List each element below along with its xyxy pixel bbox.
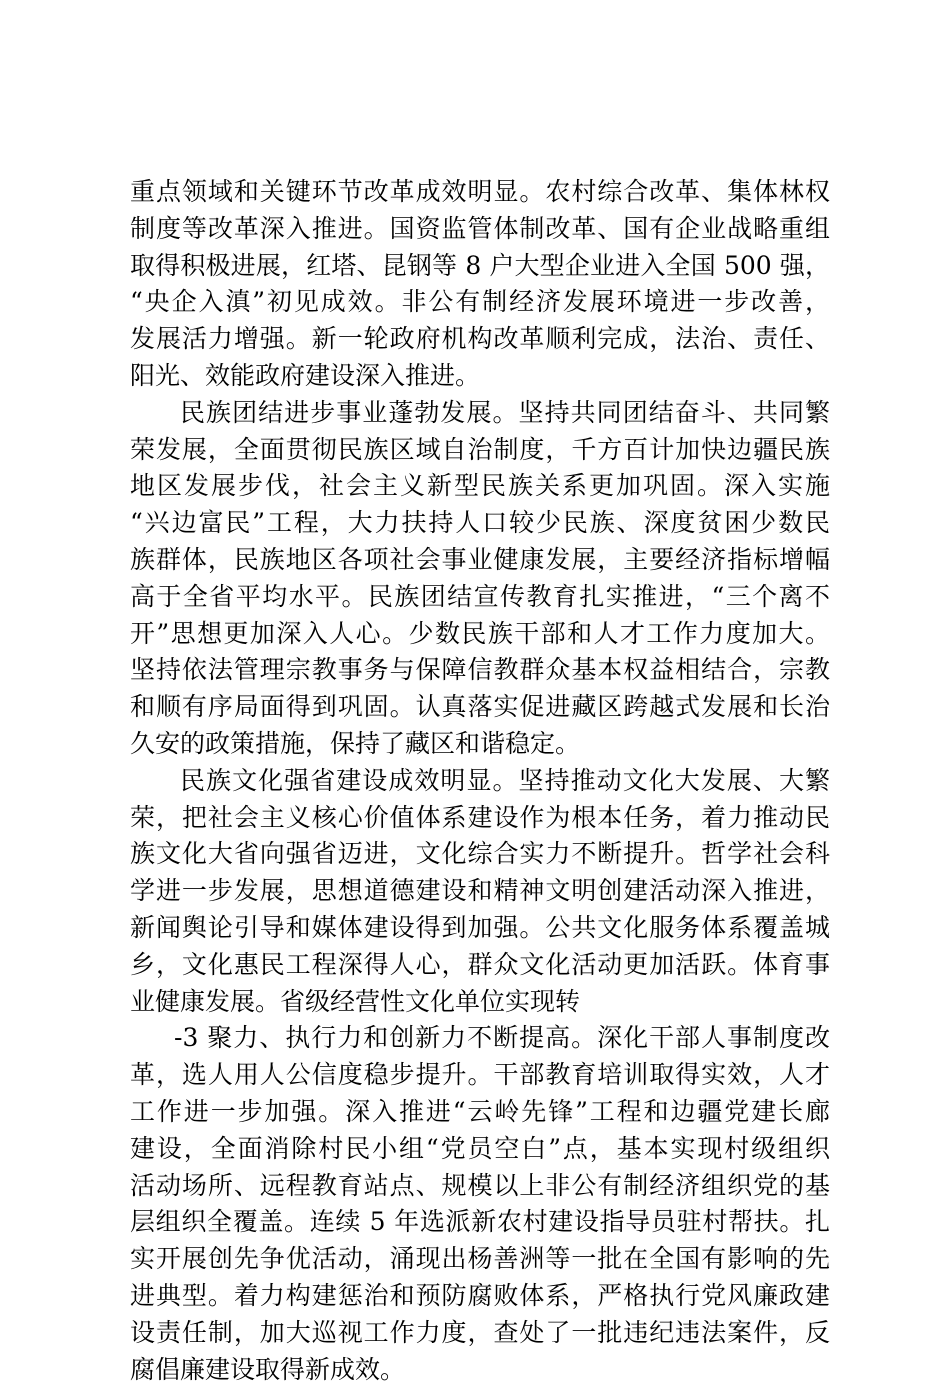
text-line: 设责任制，加大巡视工作力度，查处了一批违纪违法案件，反 (130, 1315, 830, 1352)
text-line: 业健康发展。省级经营性文化单位实现转 (130, 984, 830, 1021)
text-line: -3 聚力、执行力和创新力不断提高。深化干部人事制度改 (130, 1020, 830, 1057)
document-body (130, 174, 830, 1388)
text-line: 荣，把社会主义核心价值体系建设作为根本任务，着力推动民 (130, 800, 830, 837)
text-line: 和顺有序局面得到巩固。认真落实促进藏区跨越式发展和长治 (130, 689, 830, 726)
text-line: 开”思想更加深入人心。少数民族干部和人才工作力度加大。 (130, 616, 830, 653)
text-line: 阳光、效能政府建设深入推进。 (130, 358, 830, 395)
text-line: 腐倡廉建设取得新成效。 (130, 1352, 830, 1388)
text-line: 进典型。着力构建惩治和预防腐败体系，严格执行党风廉政建 (130, 1278, 830, 1315)
text-line: 层组织全覆盖。连续 5 年选派新农村建设指导员驻村帮扶。扎 (130, 1204, 830, 1241)
text-line: 建设，全面消除村民小组“党员空白”点，基本实现村级组织 (130, 1131, 830, 1168)
text-line: 民族文化强省建设成效明显。坚持推动文化大发展、大繁 (130, 763, 830, 800)
paragraph-reform (130, 174, 830, 395)
text-line: 乡，文化惠民工程深得人心，群众文化活动更加活跃。体育事 (130, 947, 830, 984)
text-line: 坚持依法管理宗教事务与保障信教群众基本权益相结合，宗教 (130, 652, 830, 689)
paragraph-ethnic-unity (130, 395, 830, 763)
text-line: 民族团结进步事业蓬勃发展。坚持共同团结奋斗、共同繁 (130, 395, 830, 432)
text-line: “央企入滇”初见成效。非公有制经济发展环境进一步改善， (130, 284, 830, 321)
paragraph-party-building (130, 1020, 830, 1388)
text-line: 高于全省平均水平。民族团结宣传教育扎实推进，“三个离不 (130, 579, 830, 616)
text-line: 新闻舆论引导和媒体建设得到加强。公共文化服务体系覆盖城 (130, 910, 830, 947)
text-line: 学进一步发展，思想道德建设和精神文明创建活动深入推进， (130, 873, 830, 910)
text-line: 实开展创先争优活动，涌现出杨善洲等一批在全国有影响的先 (130, 1241, 830, 1278)
text-line: 重点领域和关键环节改革成效明显。农村综合改革、集体林权 (130, 174, 830, 211)
text-line: 发展活力增强。新一轮政府机构改革顺利完成，法治、责任、 (130, 321, 830, 358)
text-line: 族群体，民族地区各项社会事业健康发展，主要经济指标增幅 (130, 542, 830, 579)
paragraph-culture (130, 763, 830, 1021)
text-line: 革，选人用人公信度稳步提升。干部教育培训取得实效，人才 (130, 1057, 830, 1094)
text-line: 工作进一步加强。深入推进“云岭先锋”工程和边疆党建长廊 (130, 1094, 830, 1131)
text-line: 族文化大省向强省迈进，文化综合实力不断提升。哲学社会科 (130, 836, 830, 873)
text-line: “兴边富民”工程，大力扶持人口较少民族、深度贫困少数民 (130, 505, 830, 542)
text-line: 制度等改革深入推进。国资监管体制改革、国有企业战略重组 (130, 211, 830, 248)
text-line: 荣发展，全面贯彻民族区域自治制度，千方百计加快边疆民族 (130, 432, 830, 469)
text-line: 地区发展步伐，社会主义新型民族关系更加巩固。深入实施 (130, 468, 830, 505)
text-line: 取得积极进展，红塔、昆钢等 8 户大型企业进入全国 500 强， (130, 248, 830, 285)
text-line: 久安的政策措施，保持了藏区和谐稳定。 (130, 726, 830, 763)
text-line: 活动场所、远程教育站点、规模以上非公有制经济组织党的基 (130, 1168, 830, 1205)
